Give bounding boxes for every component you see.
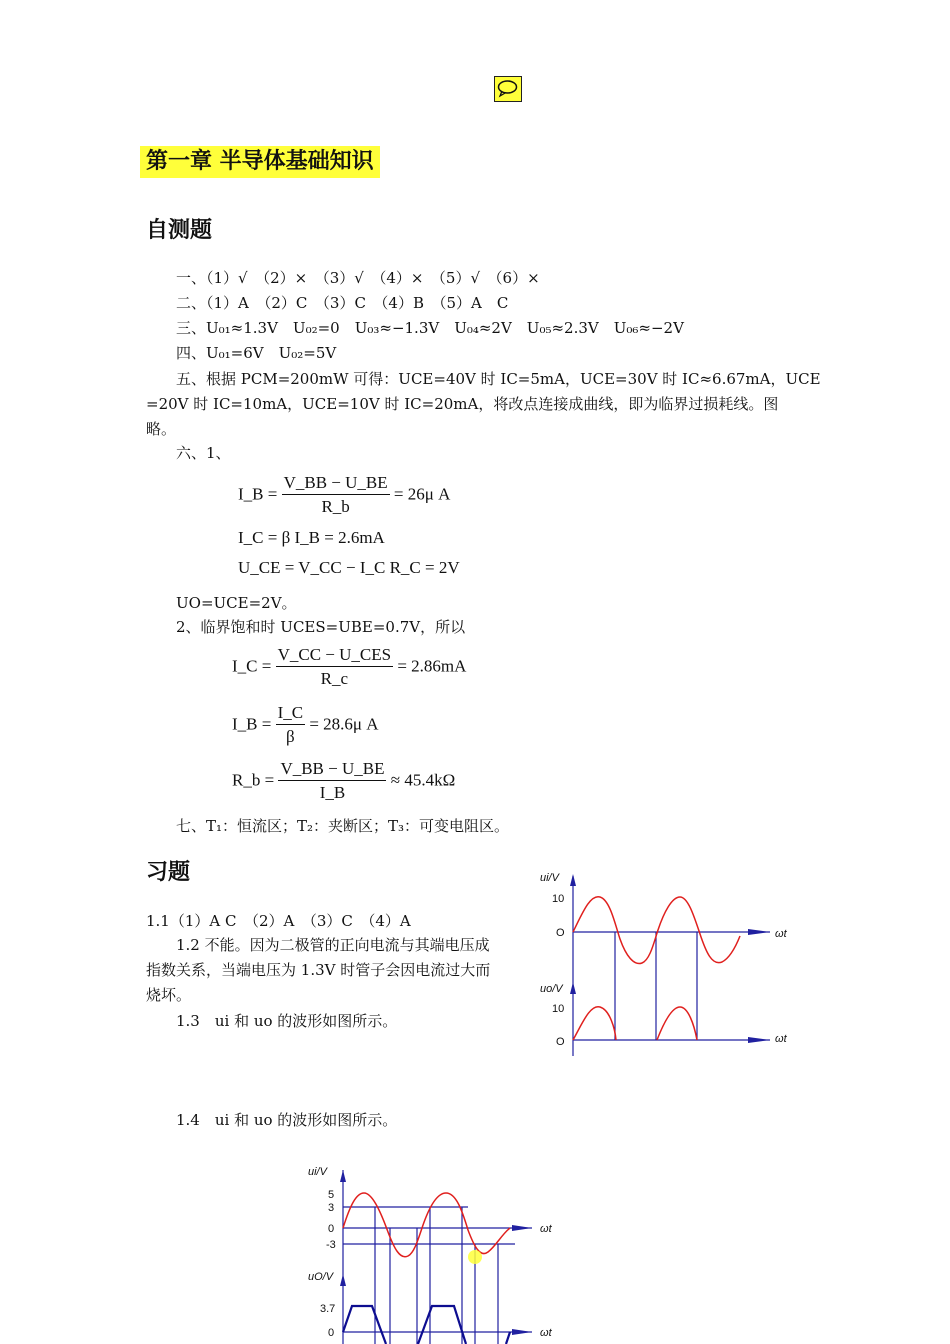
exercise-1-2-line2: 指数关系，当端电压为 1.3V 时管子会因电流过大而	[146, 961, 491, 979]
g2-tick-3-7: 3.7	[320, 1303, 336, 1315]
answer-q6-2: 2、临界饱和时 UCES=UBE=0.7V，所以	[176, 618, 466, 636]
formula-ic-sat-lhs: I_C =	[232, 656, 272, 676]
formula-uce: U_CE = V_CC − I_C R_C = 2V	[238, 558, 460, 577]
formula-rb-lhs: R_b =	[232, 770, 275, 790]
formula-ic-sat	[232, 644, 466, 691]
formula-ic-sat-den: R_c	[320, 669, 349, 688]
waveform-figure-1-4	[300, 1160, 570, 1344]
formula-ib-lhs: I_B =	[238, 484, 278, 504]
answer-q4: 四、U₀₁=6V U₀₂=5V	[176, 344, 337, 362]
answer-q7: 七、T₁：恒流区；T₂：夹断区；T₃：可变电阻区。	[176, 817, 510, 835]
g1-ui-label: ui/V	[540, 872, 559, 884]
g2-tick-0b: 0	[328, 1327, 335, 1339]
formula-ic: I_C = β I_B = 2.6mA	[238, 528, 385, 547]
answer-q6-label: 六、1、	[176, 444, 231, 462]
g1-wt-top: ωt	[775, 928, 787, 940]
exercise-1-1: 1.1（1）A C （2）A （3）C （4）A	[146, 912, 411, 930]
formula-ib-num: V_BB − U_BE	[282, 472, 390, 495]
g2-wt-top: ωt	[540, 1223, 552, 1235]
answer-q5-line1: 五、根据 PCM=200mW 可得：UCE=40V 时 IC=5mA，UCE=30V 时 IC≈6.67mA，UCE	[176, 370, 821, 388]
waveform-figure-1-3	[530, 864, 800, 1064]
g1-ui-peak: 10	[552, 893, 565, 905]
answer-q6-uo: UO=UCE=2V。	[176, 594, 297, 612]
answer-q2: 二、（1）A （2）C （3）C （4）B （5）A C	[176, 294, 509, 312]
g2-tick-m3: -3	[326, 1239, 336, 1251]
g2-tick-5: 5	[328, 1189, 335, 1201]
formula-ib	[238, 472, 450, 519]
chapter-title: 第一章 半导体基础知识	[140, 146, 380, 178]
section-exercises: 习题	[146, 860, 191, 885]
answer-q3: 三、U₀₁≈1.3V U₀₂=0 U₀₃≈−1.3V U₀₄≈2V U₀₅≈2.3V U₀₆≈−2V	[176, 319, 684, 337]
formula-ic-sat-num: V_CC − U_CES	[276, 644, 394, 667]
g2-wt-bottom: ωt	[540, 1327, 552, 1339]
comment-icon[interactable]	[494, 76, 522, 102]
exercise-1-2-line3: 烧坏。	[146, 986, 192, 1004]
g1-wt-bottom: ωt	[775, 1033, 787, 1045]
formula-ic-sat-rhs: = 2.86mA	[397, 656, 467, 676]
formula-ib-den: R_b	[321, 497, 350, 516]
g2-tick-0: 0	[328, 1223, 335, 1235]
section-self-test: 自测题	[146, 218, 213, 243]
formula-ib-sat-lhs: I_B =	[232, 714, 272, 734]
g2-tick-3: 3	[328, 1202, 335, 1214]
g1-uo-label: uo/V	[540, 983, 563, 995]
formula-ib-sat	[232, 702, 379, 749]
answer-q5-line2: =20V 时 IC=10mA，UCE=10V 时 IC=20mA，将改点连接成曲线，即为临界过损耗线。图	[146, 395, 779, 413]
answer-q5-line3: 略。	[146, 420, 177, 438]
formula-ib-rhs: = 26μ A	[393, 484, 451, 504]
formula-rb-rhs: ≈ 45.4kΩ	[390, 770, 456, 790]
g2-uo-label: uO/V	[308, 1271, 334, 1283]
formula-ib-sat-den: β	[286, 727, 295, 746]
formula-rb-den: I_B	[319, 783, 346, 802]
g1-zero-top: O	[556, 927, 565, 939]
cursor-highlight	[468, 1250, 482, 1264]
exercise-1-4: 1.4 ui 和 uo 的波形如图所示。	[176, 1111, 398, 1129]
exercise-1-3: 1.3 ui 和 uo 的波形如图所示。	[176, 1012, 398, 1030]
formula-ib-sat-rhs: = 28.6μ A	[309, 714, 379, 734]
exercise-1-2-line1: 1.2 不能。因为二极管的正向电流与其端电压成	[176, 936, 490, 954]
formula-ib-sat-num: I_C	[276, 702, 306, 725]
g2-ui-label: ui/V	[308, 1166, 327, 1178]
g1-uo-peak: 10	[552, 1003, 565, 1015]
g1-zero-bottom: O	[556, 1036, 565, 1048]
formula-rb-num: V_BB − U_BE	[278, 758, 386, 781]
formula-rb	[232, 758, 455, 805]
answer-q1: 一、（1）√ （2）× （3）√ （4）× （5）√ （6）×	[176, 269, 540, 287]
